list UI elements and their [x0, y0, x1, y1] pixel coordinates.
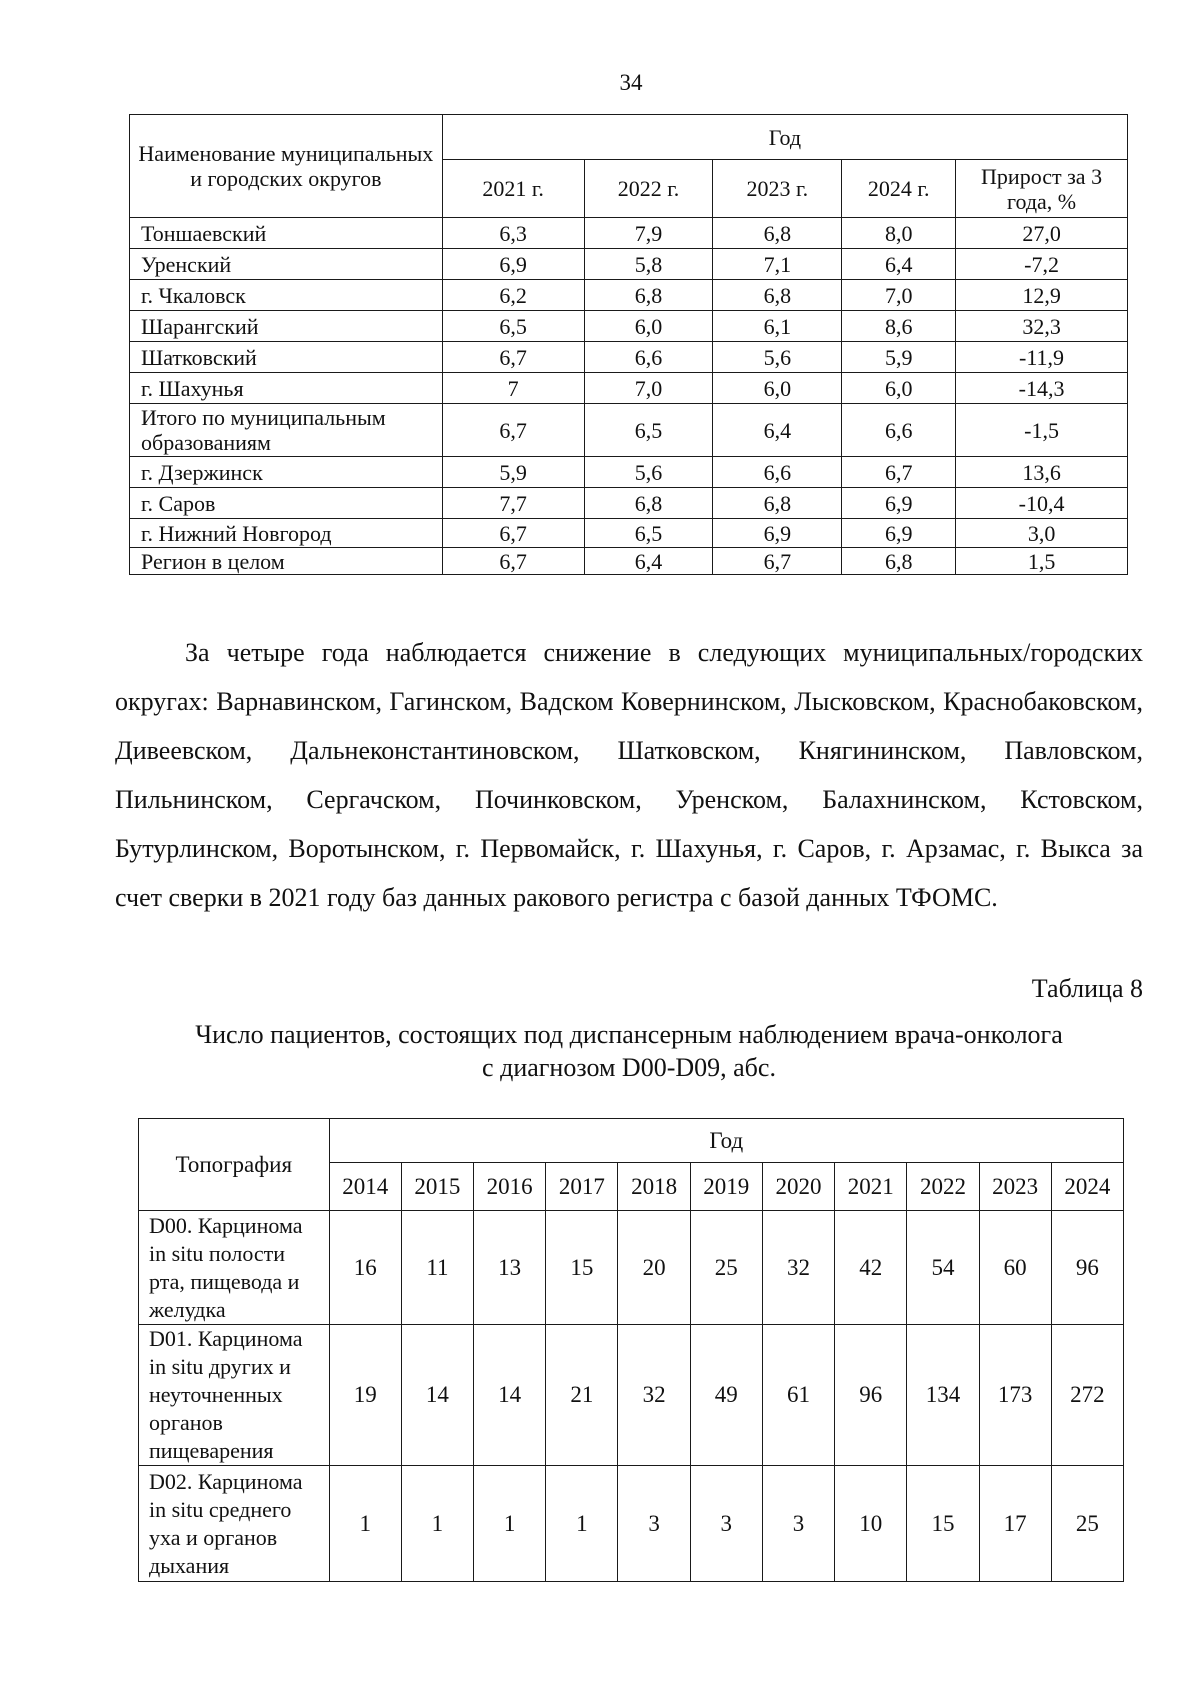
- table1-col-header: 2022 г.: [584, 160, 713, 218]
- row-value: 6,9: [842, 519, 956, 548]
- table1-header-year: Год: [442, 115, 1127, 160]
- year-header: 2018: [618, 1163, 690, 1211]
- count-cell: 17: [979, 1466, 1051, 1582]
- count-cell: 61: [762, 1325, 834, 1466]
- paragraph-text: За четыре года наблюдается снижение в следующих муниципальных/городских округах: Варнавинском, Гагинском, Вадском Ковернинском, Лысковском, Краснобаковском, Дивеевском, Дальнеконстантиновском, Шатковском, Княгининском, Павловском, Пильнинском, Сергачском, Починковском, Уренском, Балахнинском, Кстовском, Бутурлинском, Воротынском, г. Первомайск, г. Шахунья, г. Саров, г. Арзамас, г. Выкса за счет сверки в 2021 году баз данных ракового регистра с базой данных ТФОМС.: [115, 638, 1143, 912]
- count-cell: 15: [546, 1211, 618, 1325]
- row-value: 6,2: [442, 280, 584, 311]
- year-header: 2020: [762, 1163, 834, 1211]
- count-cell: 1: [546, 1466, 618, 1582]
- table1-header-name: Наименование муниципальных и городских округов: [130, 115, 443, 218]
- row-value: -1,5: [956, 404, 1128, 457]
- row-value: -10,4: [956, 488, 1128, 519]
- row-value: 7,1: [713, 249, 842, 280]
- count-cell: 42: [835, 1211, 907, 1325]
- diagnosis-cell: D02. Карцинома in situ среднего уха и органов дыхания: [139, 1466, 330, 1582]
- table1-col-header: 2021 г.: [442, 160, 584, 218]
- table-row: [139, 1466, 1124, 1582]
- count-cell: 25: [690, 1211, 762, 1325]
- diagnosis-cell: D00. Карцинома in situ полости рта, пищевода и желудка: [139, 1211, 330, 1325]
- table1-col-header: Прирост за 3 года, %: [956, 160, 1128, 218]
- row-value: 6,7: [713, 548, 842, 575]
- count-cell: 13: [474, 1211, 546, 1325]
- year-header: 2016: [474, 1163, 546, 1211]
- row-value: 5,9: [842, 342, 956, 373]
- year-header: 2021: [835, 1163, 907, 1211]
- table-row: [130, 311, 1128, 342]
- dispensary-table: [138, 1118, 1124, 1582]
- row-value: 13,6: [956, 457, 1128, 488]
- table-row: [130, 404, 1128, 457]
- year-header: 2017: [546, 1163, 618, 1211]
- row-value: 6,9: [442, 249, 584, 280]
- count-cell: 134: [907, 1325, 979, 1466]
- count-cell: 96: [835, 1325, 907, 1466]
- count-cell: 1: [474, 1466, 546, 1582]
- table-row: [130, 249, 1128, 280]
- row-value: 6,0: [584, 311, 713, 342]
- table-row: [130, 218, 1128, 249]
- row-name: Регион в целом: [130, 548, 443, 575]
- count-cell: 96: [1051, 1211, 1123, 1325]
- row-value: 8,6: [842, 311, 956, 342]
- table2-header-topo: Топография: [139, 1119, 330, 1211]
- row-value: 6,6: [584, 342, 713, 373]
- count-cell: 14: [474, 1325, 546, 1466]
- count-cell: 1: [401, 1466, 473, 1582]
- row-value: 6,7: [842, 457, 956, 488]
- row-name: г. Нижний Новгород: [130, 519, 443, 548]
- count-cell: 20: [618, 1211, 690, 1325]
- row-value: 6,8: [584, 488, 713, 519]
- table-row: [130, 548, 1128, 575]
- row-value: 6,5: [442, 311, 584, 342]
- row-value: 6,9: [842, 488, 956, 519]
- row-value: 6,8: [842, 548, 956, 575]
- table-row: [130, 488, 1128, 519]
- row-value: 6,1: [713, 311, 842, 342]
- row-value: -11,9: [956, 342, 1128, 373]
- row-value: 6,7: [442, 404, 584, 457]
- row-value: 6,0: [842, 373, 956, 404]
- row-value: 6,3: [442, 218, 584, 249]
- count-cell: 14: [401, 1325, 473, 1466]
- row-value: 5,8: [584, 249, 713, 280]
- page-number: 34: [619, 70, 643, 95]
- year-header: 2014: [329, 1163, 401, 1211]
- row-value: 6,4: [713, 404, 842, 457]
- row-value: 6,7: [442, 548, 584, 575]
- row-value: -14,3: [956, 373, 1128, 404]
- row-value: 6,7: [442, 519, 584, 548]
- table-row: [130, 457, 1128, 488]
- count-cell: 25: [1051, 1466, 1123, 1582]
- row-value: 6,6: [713, 457, 842, 488]
- count-cell: 1: [329, 1466, 401, 1582]
- body-paragraph: [115, 628, 1143, 922]
- row-name: Шатковский: [130, 342, 443, 373]
- table-row: [139, 1211, 1124, 1325]
- row-value: 5,6: [584, 457, 713, 488]
- table-label: Таблица 8: [1031, 974, 1143, 1003]
- count-cell: 173: [979, 1325, 1051, 1466]
- table-caption: [129, 1018, 1129, 1084]
- count-cell: 54: [907, 1211, 979, 1325]
- row-value: 7,9: [584, 218, 713, 249]
- row-name: г. Чкаловск: [130, 280, 443, 311]
- row-value: 27,0: [956, 218, 1128, 249]
- row-value: 32,3: [956, 311, 1128, 342]
- caption-line-1: Число пациентов, состоящих под диспансерным наблюдением врача-онколога: [195, 1020, 1063, 1049]
- count-cell: 11: [401, 1211, 473, 1325]
- count-cell: 3: [762, 1466, 834, 1582]
- count-cell: 16: [329, 1211, 401, 1325]
- table-row: [130, 280, 1128, 311]
- table-row: [130, 342, 1128, 373]
- count-cell: 32: [618, 1325, 690, 1466]
- row-value: 7: [442, 373, 584, 404]
- row-value: 6,0: [713, 373, 842, 404]
- caption-line-2: с диагнозом D00-D09, абс.: [482, 1053, 776, 1082]
- row-name: Итого по муниципальным образованиям: [130, 404, 443, 457]
- year-header: 2024: [1051, 1163, 1123, 1211]
- row-value: 6,4: [584, 548, 713, 575]
- row-name: г. Шахунья: [130, 373, 443, 404]
- table-row: [139, 1325, 1124, 1466]
- count-cell: 272: [1051, 1325, 1123, 1466]
- count-cell: 32: [762, 1211, 834, 1325]
- row-value: 6,8: [713, 280, 842, 311]
- year-header: 2023: [979, 1163, 1051, 1211]
- row-name: Уренский: [130, 249, 443, 280]
- row-value: 12,9: [956, 280, 1128, 311]
- year-header: 2019: [690, 1163, 762, 1211]
- diagnosis-cell: D01. Карцинома in situ других и неуточненных органов пищеварения: [139, 1325, 330, 1466]
- table1-col-header: 2023 г.: [713, 160, 842, 218]
- row-value: 6,8: [713, 218, 842, 249]
- row-value: 1,5: [956, 548, 1128, 575]
- row-value: 7,0: [584, 373, 713, 404]
- row-name: Тоншаевский: [130, 218, 443, 249]
- row-value: 8,0: [842, 218, 956, 249]
- row-value: 6,5: [584, 404, 713, 457]
- table-row: [130, 373, 1128, 404]
- incidence-table: [129, 114, 1128, 575]
- row-name: Шарангский: [130, 311, 443, 342]
- row-value: 6,4: [842, 249, 956, 280]
- row-value: -7,2: [956, 249, 1128, 280]
- row-value: 6,7: [442, 342, 584, 373]
- row-value: 3,0: [956, 519, 1128, 548]
- count-cell: 3: [690, 1466, 762, 1582]
- row-value: 6,6: [842, 404, 956, 457]
- count-cell: 3: [618, 1466, 690, 1582]
- row-value: 5,9: [442, 457, 584, 488]
- row-name: г. Дзержинск: [130, 457, 443, 488]
- count-cell: 15: [907, 1466, 979, 1582]
- count-cell: 49: [690, 1325, 762, 1466]
- count-cell: 10: [835, 1466, 907, 1582]
- row-value: 7,0: [842, 280, 956, 311]
- table2-header-year: Год: [329, 1119, 1123, 1163]
- row-name: г. Саров: [130, 488, 443, 519]
- row-value: 6,9: [713, 519, 842, 548]
- row-value: 6,8: [584, 280, 713, 311]
- count-cell: 21: [546, 1325, 618, 1466]
- row-value: 7,7: [442, 488, 584, 519]
- row-value: 6,5: [584, 519, 713, 548]
- table-row: [130, 519, 1128, 548]
- year-header: 2022: [907, 1163, 979, 1211]
- row-value: 6,8: [713, 488, 842, 519]
- row-value: 5,6: [713, 342, 842, 373]
- year-header: 2015: [401, 1163, 473, 1211]
- count-cell: 60: [979, 1211, 1051, 1325]
- count-cell: 19: [329, 1325, 401, 1466]
- table1-col-header: 2024 г.: [842, 160, 956, 218]
